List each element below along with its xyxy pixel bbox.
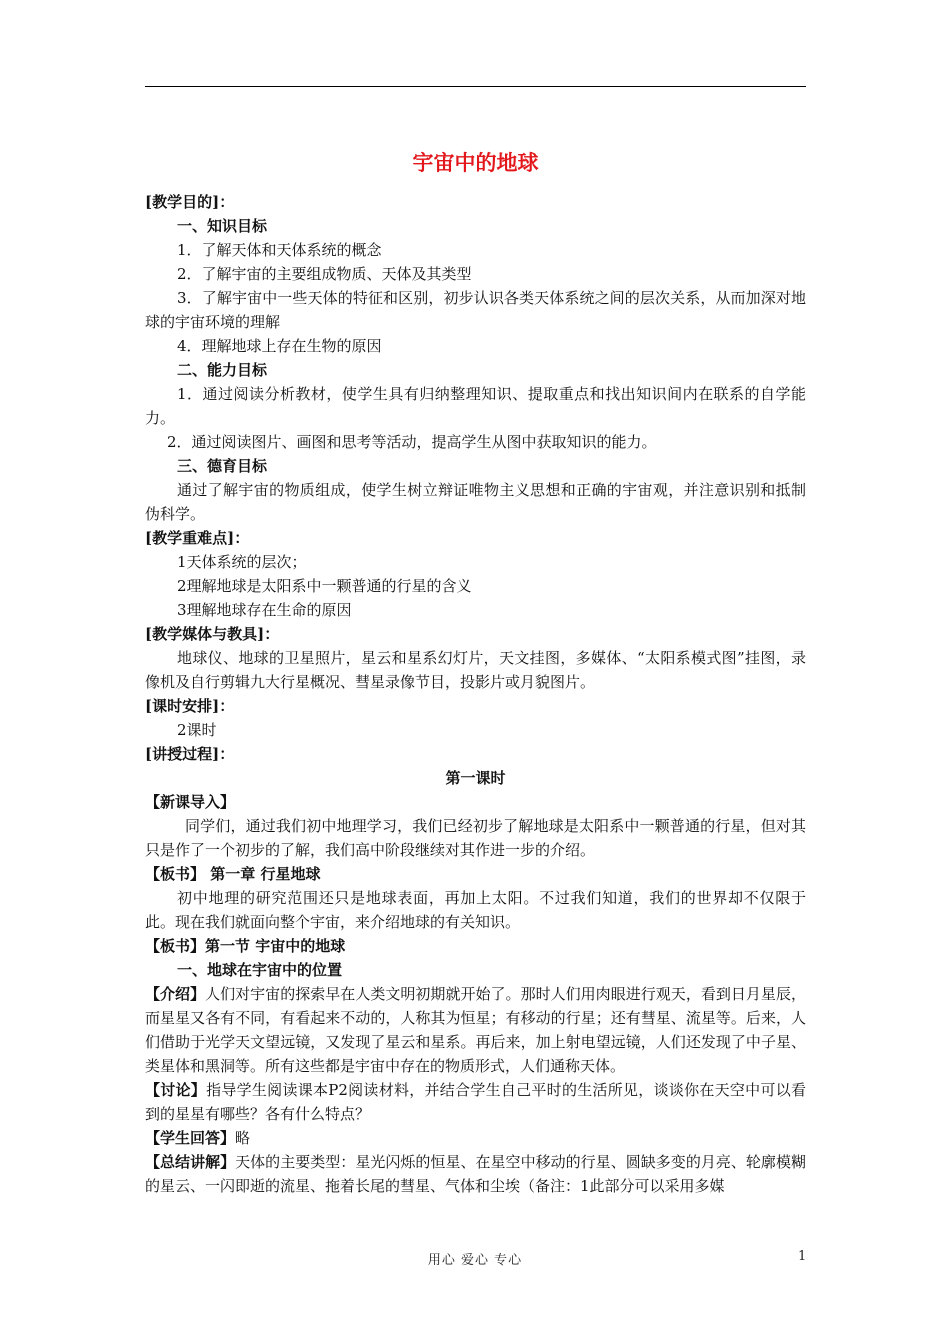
answer-text: 略 <box>235 1129 251 1147</box>
intro-paragraph: 同学们，通过我们初中地理学习，我们已经初步了解地球是太阳系中一颗普通的行星，但对其只是作了一个初步的了解，我们高中阶段继续对其作进一步的介绍。 <box>145 817 806 859</box>
moral-goal-heading: 三、德育目标 <box>177 457 268 475</box>
answer-paragraph <box>145 1126 806 1150</box>
section-goal-heading: [教学目的]： <box>145 193 235 211</box>
summary-label: 【总结讲解】 <box>145 1153 236 1171</box>
scope-paragraph: 初中地理的研究范围还只是地球表面，再加上太阳。不过我们知道，我们的世界却不仅限于此。现在我们就面向整个宇宙，来介绍地球的有关知识。 <box>145 889 806 931</box>
taolun-label: 【讨论】 <box>145 1081 207 1099</box>
key-item-3: 3理解地球存在生命的原因 <box>177 601 352 619</box>
summary-text: 天体的主要类型：星光闪烁的恒星、在星空中移动的行星、圆缺多变的月亮、轮廓模糊的星云、一闪即逝的流星、拖着长尾的彗星、气体和尘埃（备注：1此部分可以采用多媒 <box>145 1153 806 1195</box>
intro-label: 【新课导入】 <box>145 793 236 811</box>
key-item-1: 1天体系统的层次； <box>177 553 307 571</box>
media-paragraph: 地球仪、地球的卫星照片，星云和星系幻灯片，天文挂图，多媒体、“太阳系模式图”挂图，录像机及自行剪辑九大行星概况、彗星录像节目，投影片或月貌图片。 <box>145 649 806 691</box>
knowledge-item-2: 2．了解宇宙的主要组成物质、天体及其类型 <box>177 265 472 283</box>
jieshao-label: 【介绍】 <box>145 985 206 1003</box>
ability-item-1: 1．通过阅读分析教材，使学生具有归纳整理知识、提取重点和找出知识间内在联系的自学能力。 <box>145 385 806 427</box>
answer-label: 【学生回答】 <box>145 1129 236 1147</box>
key-item-2: 2理解地球是太阳系中一颗普通的行星的含义 <box>177 577 472 595</box>
position-heading: 一、地球在宇宙中的位置 <box>177 961 343 979</box>
document-body <box>145 148 806 1198</box>
ability-goal-heading: 二、能力目标 <box>177 361 268 379</box>
ability-item-2: 2．通过阅读图片、画图和思考等活动，提高学生从图中获取知识的能力。 <box>167 433 657 451</box>
footer-motto: 用心 爱心 专心 <box>427 1253 523 1268</box>
header-rule <box>145 86 806 87</box>
hours-value: 2课时 <box>177 721 217 739</box>
taolun-paragraph <box>145 1078 806 1126</box>
document-title: 宇宙中的地球 <box>412 150 539 175</box>
taolun-text: 指导学生阅读课本P2阅读材料，并结合学生自己平时的生活所见，谈谈你在天空中可以看到的星星有哪些？各有什么特点？ <box>145 1081 806 1123</box>
knowledge-item-3: 3．了解宇宙中一些天体的特征和区别，初步认识各类天体系统之间的层次关系，从而加深对地球的宇宙环境的理解 <box>145 289 806 331</box>
knowledge-item-4: 4．理解地球上存在生物的原因 <box>177 337 382 355</box>
jieshao-paragraph <box>145 982 806 1078</box>
section-key-heading: [教学重难点]： <box>145 529 250 547</box>
section-hours-heading: [课时安排]： <box>145 697 235 715</box>
section-process-heading: [讲授过程]： <box>145 745 235 763</box>
board-section: 【板书】第一节 宇宙中的地球 <box>145 937 346 955</box>
moral-item-1: 通过了解宇宙的物质组成，使学生树立辩证唯物主义思想和正确的宇宙观，并注意识别和抵制伪科学。 <box>145 481 806 523</box>
jieshao-text: 人们对宇宙的探索早在人类文明初期就开始了。那时人们用肉眼进行观天，看到日月星辰，而星星又各有不同，有看起来不动的，人称其为恒星；有移动的行星；还有彗星、流星等。后来，人们借助于光学天文望远镜，又发现了星云和星系。再后来，加上射电望远镜，人们还发现了中子星、类星体和黑洞等。所有这些都是宇宙中存在的物质形式，人们通称天体。 <box>145 985 806 1075</box>
board-chapter: 【板书】 第一章 行星地球 <box>145 865 321 883</box>
summary-paragraph <box>145 1150 806 1198</box>
page-number: 1 <box>798 1249 807 1264</box>
section-media-heading: [教学媒体与教具]： <box>145 625 280 643</box>
knowledge-goal-heading: 一、知识目标 <box>177 217 268 235</box>
knowledge-item-1: 1．了解天体和天体系统的概念 <box>177 241 382 259</box>
lesson-1-heading: 第一课时 <box>445 769 506 787</box>
